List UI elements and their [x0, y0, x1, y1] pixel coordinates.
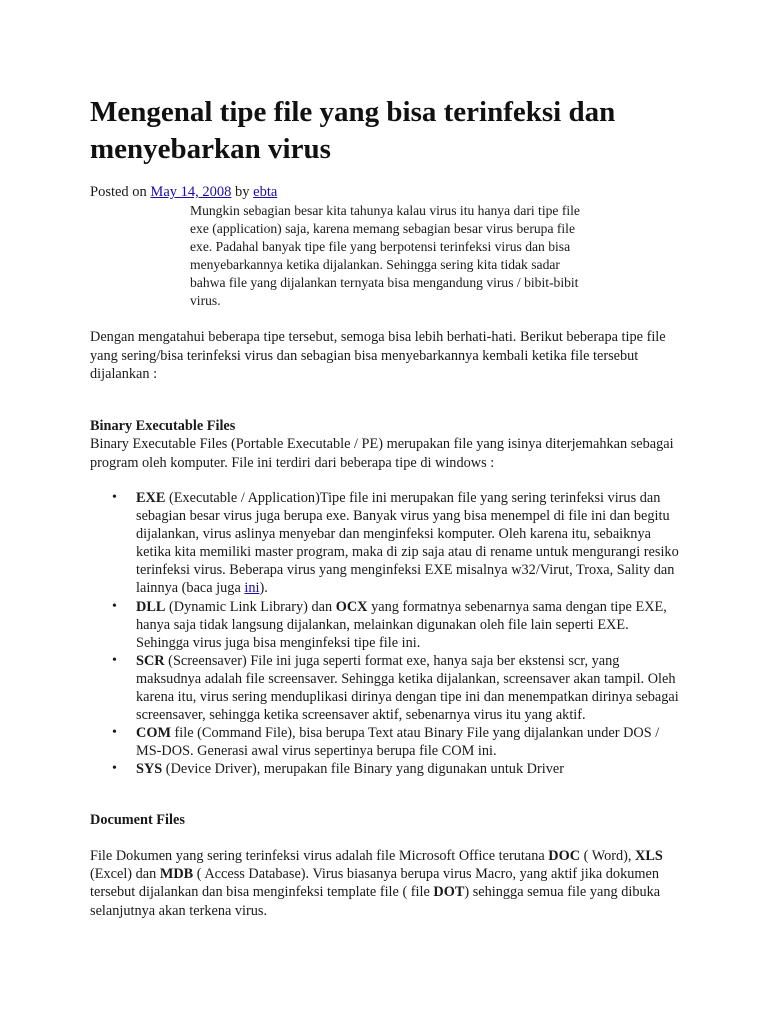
document-text: (Excel) dan	[90, 866, 160, 883]
file-type-name-secondary: OCX	[335, 598, 368, 615]
bullet-icon: •	[112, 490, 117, 505]
file-type-name: EXE	[136, 490, 166, 506]
by-label: by	[231, 184, 254, 200]
file-type-text-after: ).	[259, 580, 268, 597]
file-type-text: (Screensaver) File ini juga seperti format exe, hanya saja ber ekstensi scr, yang maksudnya adalah file screensaver. Sehingga ketika dijalankan, screensaver akan tampil. Oleh karena itu, virus sering menduplikasi dirinya dengan tipe ini dan menempatkan dirinya sebagai screensaver, sehingga ketika screensaver aktif, sebenarnya virus itu yang aktif.	[136, 652, 679, 724]
file-type-doc: DOC	[548, 848, 581, 864]
file-type-list	[90, 489, 680, 779]
file-type-xls: XLS	[635, 848, 663, 864]
bullet-icon: •	[112, 761, 117, 777]
document-text: ( Word),	[580, 848, 636, 864]
section-description-binary: Binary Executable Files (Portable Executable / PE) merupakan file yang isinya diterjemahkan sebagai program oleh komputer. File ini terdiri dari beberapa tipe di windows :	[90, 436, 674, 471]
list-item-exe	[90, 489, 680, 598]
posted-on-label: Posted on	[90, 184, 151, 200]
author-link[interactable]: ebta	[253, 184, 278, 200]
post-date-link[interactable]: May 14, 2008	[150, 184, 232, 200]
list-item-com	[90, 724, 680, 760]
file-type-text: (Dynamic Link Library) dan	[165, 598, 336, 615]
file-type-name: COM	[136, 725, 171, 742]
list-item-scr	[90, 652, 680, 724]
bullet-icon: •	[112, 652, 117, 668]
file-type-name: DLL	[136, 598, 166, 615]
list-item-dll	[90, 598, 680, 652]
file-type-mdb: MDB	[159, 866, 194, 883]
section-heading-document: Document Files	[90, 812, 185, 828]
file-type-dot: DOT	[433, 884, 465, 901]
read-also-link[interactable]: ini	[244, 580, 260, 597]
section-heading-binary: Binary Executable Files	[90, 418, 236, 434]
section-description-document	[90, 847, 680, 920]
document-text: ) sehingga semua file yang dibuka selanjutnya akan terkena virus.	[90, 884, 661, 919]
post-meta	[90, 183, 277, 201]
file-type-text-secondary: yang formatnya sebenarnya sama dengan tipe EXE, hanya saja tidak langsung dijalankan, melainkan digunakan oleh file lain seperti EXE. Sehingga virus juga bisa menginfeksi tipe file ini.	[136, 598, 667, 651]
bullet-icon: •	[112, 598, 117, 614]
document-text: ( Access Database). Virus biasanya berupa virus Macro, yang aktif jika dokumen tersebut dijalankan dan bisa menginfeksi template file ( file	[90, 866, 659, 901]
file-type-text: (Executable / Application)Tipe file ini merupakan file yang sering terinfeksi virus dan sebagian besar virus juga berupa exe. Banyak virus yang bisa menempel di file ini dan begitu dijalankan, virus aslinya menyebar dan menginfeksi komputer. Oleh karena itu, sebaiknya ketika kita memiliki master program, maka di zip saja atau di rename untuk mengurangi resiko terinfeksi virus. Beberapa virus yang menginfeksi EXE misalnya w32/Virut, Troxa, Sality dan lainnya (baca juga	[136, 490, 679, 597]
article-excerpt: Mungkin sebagian besar kita tahunya kalau virus itu hanya dari tipe file exe (application) saja, karena memang sebagian besar virus berupa file exe. Padahal banyak tipe file yang berpotensi terinfeksi virus dan bisa menyebarkannya ketika dijalankan. Sehingga sering kita tidak sadar bahwa file yang dijalankan ternyata bisa mengandung virus / bibit-bibit virus.	[190, 203, 580, 308]
file-type-text: (Device Driver), merupakan file Binary yang digunakan untuk Driver	[162, 761, 564, 778]
article-title: Mengenal tipe file yang bisa terinfeksi dan menyebarkan virus	[90, 96, 616, 165]
document-text: File Dokumen yang sering terinfeksi virus adalah file Microsoft Office terutana	[90, 848, 549, 864]
list-item-sys	[90, 760, 680, 778]
file-type-text: file (Command File), bisa berupa Text atau Binary File yang dijalankan under DOS / MS-DOS. Generasi awal virus sepertinya berupa file COM ini.	[136, 725, 660, 760]
intro-paragraph: Dengan mengatahui beberapa tipe tersebut, semoga bisa lebih berhati-hati. Berikut beberapa tipe file yang sering/bisa terinfeksi virus dan sebagian bisa menyebarkannya kembali ketika file tersebut dijalankan :	[90, 329, 666, 383]
bullet-icon: •	[112, 725, 117, 741]
file-type-name: SCR	[136, 652, 165, 669]
file-type-name: SYS	[136, 761, 163, 778]
